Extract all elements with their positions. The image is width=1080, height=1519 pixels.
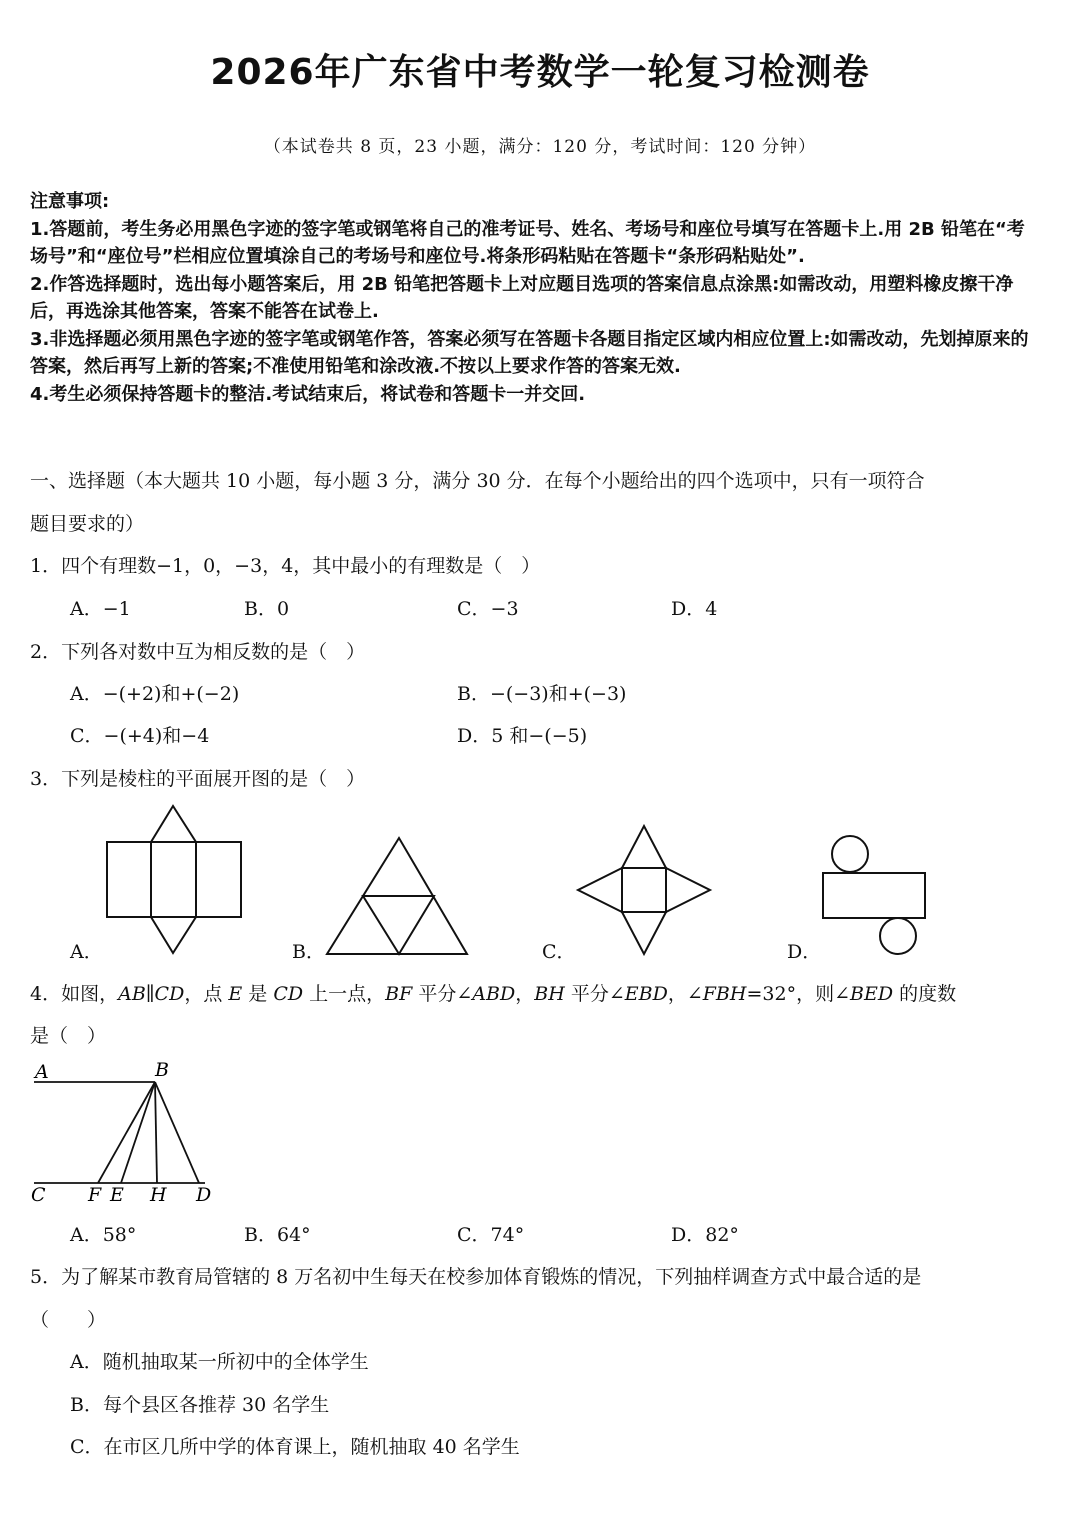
page-title: 2026年广东省中考数学一轮复习检测卷 xyxy=(210,52,870,93)
question-1-option-a[interactable]: A．−1 xyxy=(70,598,131,620)
q4-text: ，点 xyxy=(184,983,229,1005)
q4-ab-cd: AB∥CD xyxy=(118,983,185,1005)
question-3-stem: 3．下列是棱柱的平面展开图的是（ ） xyxy=(30,768,366,790)
question-2-option-c[interactable]: C．−(+4)和−4 xyxy=(70,725,210,747)
label-a: A xyxy=(35,1061,49,1083)
question-2-option-d[interactable]: D．5 和−(−5) xyxy=(457,725,588,747)
question-5-paren: （ ） xyxy=(30,1309,107,1331)
q4-text: 平分∠ xyxy=(564,983,625,1005)
q4-e: E xyxy=(228,983,243,1005)
question-4-stem-cont: 是（ ） xyxy=(30,1025,107,1047)
q4-bf: BF xyxy=(385,983,413,1005)
question-5-stem: 5．为了解某市教育局管辖的 8 万名初中生每天在校参加体育锻炼的情况，下列抽样调查方式中最合适的是 xyxy=(30,1266,922,1288)
label-b: B xyxy=(155,1059,169,1081)
section-heading-cont: 题目要求的） xyxy=(30,513,145,535)
question-5-option-a[interactable]: A．随机抽取某一所初中的全体学生 xyxy=(70,1351,369,1373)
q4-text: 的度数 xyxy=(893,983,957,1005)
q4-text: =32°，则∠ xyxy=(746,983,850,1005)
question-2-stem: 2．下列各对数中互为相反数的是（ ） xyxy=(30,641,366,663)
notes-heading: 注意事项: xyxy=(30,191,110,212)
q4-text: 是 xyxy=(242,983,274,1005)
question-4-option-d[interactable]: D．82° xyxy=(671,1224,739,1246)
q4-fbh: FBH xyxy=(702,983,747,1005)
question-4-option-b[interactable]: B．64° xyxy=(244,1224,311,1246)
q4-text: ，∠ xyxy=(667,983,703,1005)
question-2-option-b[interactable]: B．−(−3)和+(−3) xyxy=(457,683,627,705)
q4-text: 上一点， xyxy=(303,983,386,1005)
question-2-option-a[interactable]: A．−(+2)和+(−2) xyxy=(70,683,240,705)
q4-cd: CD xyxy=(273,983,304,1005)
q4-bed: BED xyxy=(850,983,894,1005)
question-4-option-a[interactable]: A．58° xyxy=(70,1224,137,1246)
notes-item-3: 3.非选择题必须用黑色字迹的签字笔或钢笔作答，答案必须写在答题卡各题目指定区域内相应位置上:如需改动，先划掉原来的答案，然后再写上新的答案;不准使用铅笔和涂改液.不按以上要求作答的答案无效. xyxy=(30,328,1029,377)
question-4-option-c[interactable]: C．74° xyxy=(457,1224,525,1246)
question-1-stem: 1．四个有理数−1，0，−3，4，其中最小的有理数是（ ） xyxy=(30,555,541,577)
question-3-option-c[interactable]: C． xyxy=(542,941,576,963)
question-1-option-d[interactable]: D．4 xyxy=(671,598,718,620)
question-3-option-b[interactable]: B． xyxy=(292,941,325,963)
section-heading: 一、选择题（本大题共 10 小题，每小题 3 分，满分 30 分．在每个小题给出的四个选项中，只有一项符合 xyxy=(30,470,925,492)
question-1-option-b[interactable]: B．0 xyxy=(244,598,290,620)
q4-text: 平分∠ xyxy=(412,983,473,1005)
question-5-option-c[interactable]: C．在市区几所中学的体育课上，随机抽取 40 名学生 xyxy=(70,1436,520,1458)
label-c: C xyxy=(31,1184,46,1206)
q4-abd: ABD xyxy=(472,983,516,1005)
question-3-option-a[interactable]: A． xyxy=(70,941,103,963)
q4-ebd: EBD xyxy=(624,983,668,1005)
label-e: E xyxy=(110,1184,124,1206)
question-3-option-d[interactable]: D． xyxy=(787,941,822,963)
q4-text: ， xyxy=(515,983,535,1005)
q4-bh: BH xyxy=(534,983,565,1005)
label-f: F xyxy=(88,1184,102,1206)
label-h: H xyxy=(150,1184,167,1206)
label-d: D xyxy=(196,1184,212,1206)
q4-text: 4．如图， xyxy=(30,983,119,1005)
question-1-option-c[interactable]: C．−3 xyxy=(457,598,519,620)
notes-item-4: 4.考生必须保持答题卡的整洁.考试结束后，将试卷和答题卡一并交回. xyxy=(30,383,586,405)
question-5-option-b[interactable]: B．每个县区各推荐 30 名学生 xyxy=(70,1394,330,1416)
exam-info: （本试卷共 8 页，23 小题，满分：120 分，考试时间：120 分钟） xyxy=(263,137,817,157)
notes-item-1: 1.答题前，考生务必用黑色字迹的签字笔或钢笔将自己的准考证号、姓名、考场号和座位号填写在答题卡上.用 2B 铅笔在“考场号”和“座位号”栏相应位置填涂自己的考场号和座位号.将条形码粘贴在答题卡“条形码粘贴处”. xyxy=(30,218,1025,267)
notes-item-2: 2.作答选择题时，选出每小题答案后，用 2B 铅笔把答题卡上对应题目选项的答案信息点涂黑:如需改动，用塑料橡皮擦干净后，再选涂其他答案，答案不能答在试卷上. xyxy=(30,273,1014,322)
